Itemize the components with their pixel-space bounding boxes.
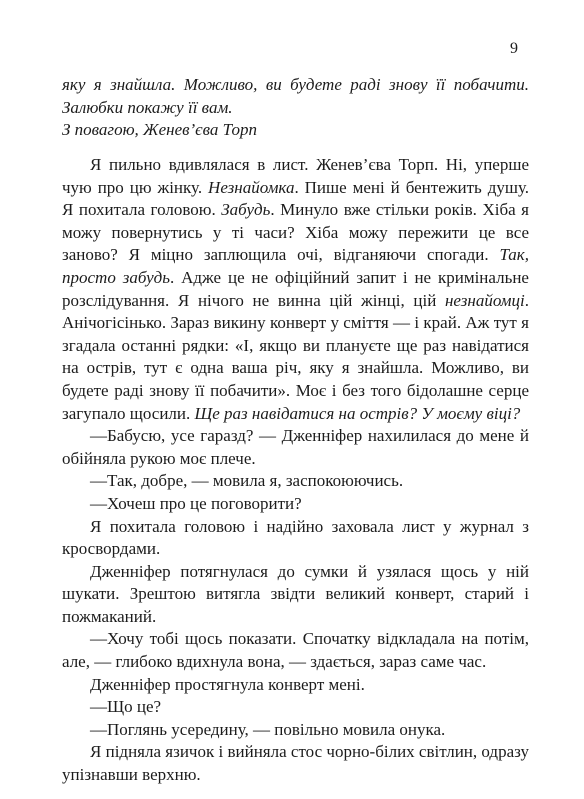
letter-excerpt xyxy=(62,74,529,142)
text-segment: . Анічогісінько. Зараз викину конверт у сміття — і край. Аж тут я згадала останні рядки: «І, якщо ви плануєте ще раз навідатися на острів, тут є одна ваша річ, яку я знайшла. Можливо, ви будете раді знову її побачити». Моє і без того бідолашне серце загупало щосили. xyxy=(62,290,529,423)
text-segment: . Минуло вже стільки років. Хіба я можу повернутись у ті часи? Хіба можу пережити це все заново? Я міцно заплющила очі, відганяючи спогади. xyxy=(62,200,530,265)
text-segment: . Адже це не офіційний запит і не кримінальне розслідування. Я нічого не винна цій жінці, цій xyxy=(62,267,529,310)
paragraph xyxy=(62,741,529,786)
letter-closing-text: яку я знайшла. Можливо, ви будете раді знову її побачити. Залюбки покажу її вам. xyxy=(62,75,529,117)
paragraph xyxy=(62,425,529,470)
italic-text-segment: Так, просто забудь xyxy=(62,245,529,287)
text-segment: —Поглянь усередину, — повільно мовила онука. xyxy=(90,719,446,739)
paragraph xyxy=(62,470,529,493)
paragraph xyxy=(62,516,529,561)
italic-text-segment: Незнайомка xyxy=(208,177,295,197)
italic-text-segment: Ще раз навідатися на острів? У моєму віці? xyxy=(194,403,521,423)
text-segment: Я похитала головою і надійно заховала лист у журнал з кросвордами. xyxy=(62,516,529,559)
paragraph xyxy=(62,493,529,516)
text-segment: —Бабусю, усе гаразд? — Дженніфер нахилилася до мене й обійняла рукою моє плече. xyxy=(62,426,529,468)
paragraph xyxy=(62,674,529,697)
paragraph xyxy=(62,154,529,425)
italic-text-segment: незнайомці xyxy=(445,290,525,310)
letter-signature: З повагою, Женев’єва Торп xyxy=(62,120,257,139)
text-segment: . Пише мені й бентежить душу. Я похитала головою. xyxy=(62,177,529,220)
text-segment: —Так, добре, — мовила я, заспокоюючись. xyxy=(90,471,404,491)
body-text xyxy=(62,154,529,787)
paragraph xyxy=(62,696,529,719)
text-segment: Я пильно вдивлялася в лист. Женев’єва Торп. Ні, уперше чую про цю жінку. xyxy=(62,155,529,197)
text-segment: Я підняла язичок і вийняла стос чорно-білих світлин, одразу упізнавши верхню. xyxy=(62,742,529,785)
text-segment: Дженніфер потягнулася до сумки й узялася щось у ній шукати. Зрештою витягла звідти великий конверт, старий і пожмаканий. xyxy=(62,561,529,626)
paragraph xyxy=(62,719,529,742)
paragraph xyxy=(62,561,529,629)
italic-text-segment: Забудь xyxy=(221,200,271,220)
page-number: 9 xyxy=(510,40,518,57)
paragraph xyxy=(62,628,529,673)
text-segment: Дженніфер простягнула конверт мені. xyxy=(90,674,365,694)
text-segment: —Хочу тобі щось показати. Спочатку відкладала на потім, але, — глибоко вдихнула вона, — здається, зараз саме час. xyxy=(62,629,529,672)
text-segment: —Що це? xyxy=(90,697,162,717)
text-segment: —Хочеш про це поговорити? xyxy=(90,493,302,513)
